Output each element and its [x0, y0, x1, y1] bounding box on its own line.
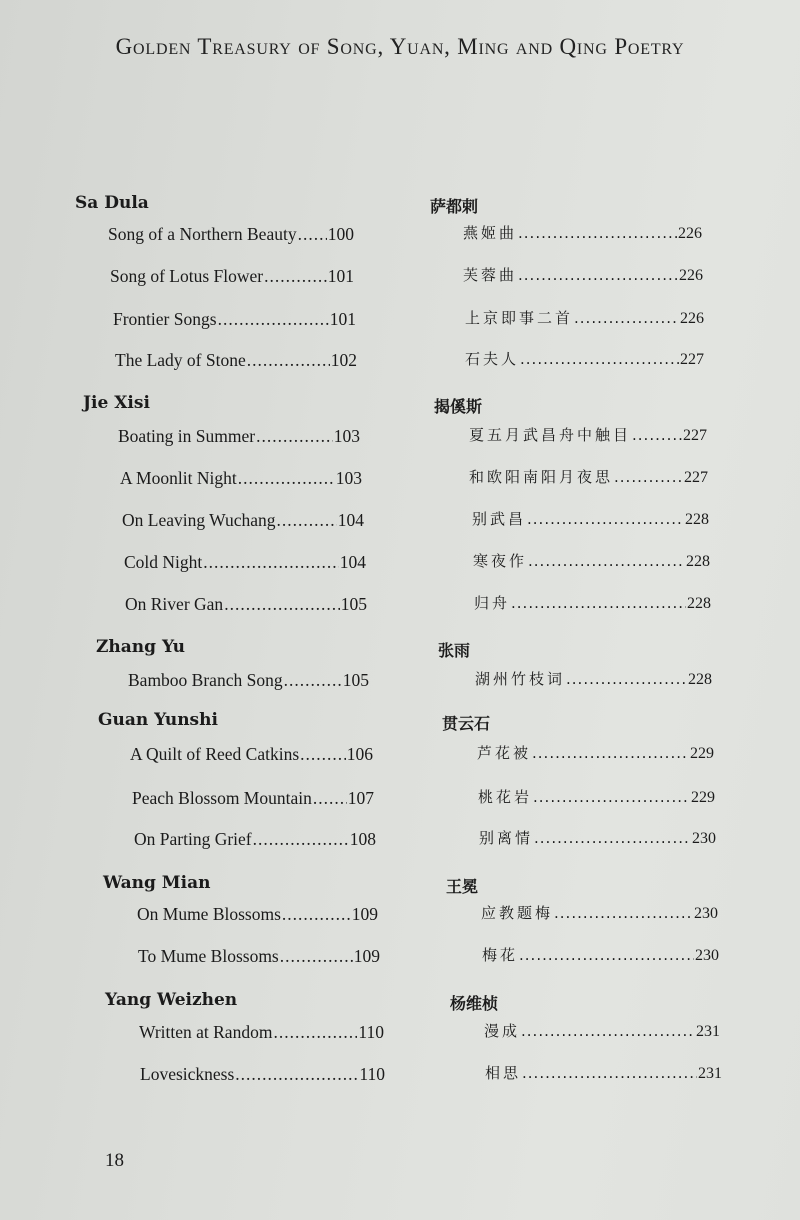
poem-title-chinese: 桃花岩 — [478, 788, 533, 806]
poem-title-chinese: 梅花 — [482, 946, 519, 964]
poem-title-chinese: 相思 — [485, 1064, 522, 1082]
toc-entry-chinese[interactable] — [472, 508, 709, 529]
poem-title: On Parting Grief — [134, 829, 252, 849]
poet-name-chinese: 贯云石 — [442, 714, 491, 733]
poet-name-chinese: 萨都剌 — [430, 197, 479, 216]
poem-title: Peach Blossom Mountain — [132, 788, 312, 808]
dot-leader — [554, 904, 693, 922]
dot-leader — [566, 670, 687, 688]
toc-entry-chinese[interactable] — [463, 264, 703, 285]
page-ref: 231 — [698, 1065, 722, 1082]
page-ref: 230 — [695, 947, 719, 964]
toc-entry-chinese[interactable] — [475, 668, 712, 689]
page-ref: 227 — [684, 469, 708, 486]
page-ref: 228 — [688, 671, 712, 688]
poem-title-chinese: 湖州竹枝词 — [475, 670, 566, 688]
page-ref: 228 — [686, 553, 710, 570]
dot-leader — [520, 350, 679, 368]
toc-entry-chinese[interactable] — [479, 827, 716, 848]
page-ref: 105 — [340, 594, 367, 614]
page-ref: 103 — [335, 468, 362, 488]
poem-title: The Lady of Stone — [115, 350, 246, 370]
poet-name: Zhang Yu — [96, 637, 185, 657]
page-ref: 101 — [329, 309, 356, 329]
page-ref: 107 — [347, 788, 374, 808]
poem-title: Song of a Northern Beauty — [108, 224, 297, 244]
poem-title: On Leaving Wuchang — [122, 510, 276, 530]
poem-title: On Mume Blossoms — [137, 904, 281, 924]
page-ref: 106 — [346, 744, 373, 764]
poem-title-chinese: 夏五月武昌舟中触目 — [469, 426, 632, 444]
page-ref: 101 — [327, 266, 354, 286]
page-ref: 110 — [359, 1064, 385, 1084]
poem-title: Bamboo Branch Song — [128, 670, 283, 690]
page-ref: 231 — [696, 1023, 720, 1040]
page-ref: 102 — [330, 350, 357, 370]
page-ref: 109 — [353, 946, 380, 966]
poem-title-chinese: 应教题梅 — [481, 904, 554, 922]
dot-leader — [518, 266, 678, 284]
poet-name-chinese: 张雨 — [438, 641, 471, 660]
toc-entry-chinese[interactable] — [478, 786, 715, 807]
poem-title: A Moonlit Night — [120, 468, 237, 488]
page-ref: 226 — [678, 225, 702, 242]
dot-leader — [521, 1022, 695, 1040]
page-ref: 227 — [680, 351, 704, 368]
toc-entry-chinese[interactable] — [465, 307, 704, 328]
page-header: Golden Treasury of Song, Yuan, Ming and Qing Poetry — [115, 34, 685, 59]
page-ref: 228 — [685, 511, 709, 528]
poet-name: Yang Weizhen — [105, 990, 238, 1010]
poem-title-chinese: 别离情 — [479, 829, 534, 847]
poet-name-chinese: 杨维桢 — [450, 994, 499, 1013]
poem-title: A Quilt of Reed Catkins — [130, 744, 300, 764]
page-ref: 105 — [342, 670, 369, 690]
poem-title-chinese: 上京即事二首 — [465, 309, 574, 327]
toc-entry-chinese[interactable] — [473, 550, 710, 571]
toc-entry-chinese[interactable] — [469, 424, 707, 445]
poem-title: Lovesickness — [140, 1064, 235, 1084]
toc-entry-chinese[interactable] — [477, 742, 714, 763]
page-ref: 228 — [687, 595, 711, 612]
toc-entry-chinese[interactable] — [481, 902, 718, 923]
poem-title: To Mume Blossoms — [138, 946, 279, 966]
poem-title: Frontier Songs — [113, 309, 217, 329]
page-ref: 229 — [690, 745, 714, 762]
page-number: 18 — [105, 1150, 124, 1171]
dot-leader — [532, 744, 689, 762]
poem-title: On River Gan — [125, 594, 224, 614]
poet-name: Wang Mian — [103, 873, 211, 893]
poem-title-chinese: 寒夜作 — [473, 552, 528, 570]
page-ref: 100 — [327, 224, 354, 244]
toc-entry-chinese[interactable] — [485, 1062, 722, 1083]
poem-title-chinese: 别武昌 — [472, 510, 527, 528]
toc-entry-chinese[interactable] — [484, 1020, 720, 1041]
page-ref: 227 — [683, 427, 707, 444]
page-ref: 104 — [337, 510, 364, 530]
poem-title: Song of Lotus Flower — [110, 266, 264, 286]
dot-leader — [522, 1064, 697, 1082]
poem-title-chinese: 石夫人 — [465, 350, 520, 368]
toc-entry-chinese[interactable] — [482, 944, 719, 965]
dot-leader — [511, 594, 686, 612]
page-ref: 226 — [679, 267, 703, 284]
dot-leader — [614, 468, 683, 486]
page-ref: 104 — [339, 552, 366, 572]
poem-title: Written at Random — [139, 1022, 273, 1042]
page-ref: 109 — [351, 904, 378, 924]
toc-entry-chinese[interactable] — [469, 466, 708, 487]
dot-leader — [518, 224, 677, 242]
poet-name-chinese: 揭傒斯 — [434, 397, 483, 416]
poet-name: Guan Yunshi — [98, 710, 218, 730]
poem-title-chinese: 归舟 — [474, 594, 511, 612]
poet-name: Jie Xisi — [83, 393, 150, 413]
poem-title-chinese: 芙蓉曲 — [463, 266, 518, 284]
page-ref: 108 — [349, 829, 376, 849]
dot-leader — [632, 426, 682, 444]
dot-leader — [534, 829, 691, 847]
poem-title-chinese: 燕姬曲 — [463, 224, 518, 242]
toc-entry-chinese[interactable] — [465, 348, 704, 369]
page-ref: 230 — [694, 905, 718, 922]
poem-title-chinese: 和欧阳南阳月夜思 — [469, 468, 614, 486]
dot-leader — [527, 510, 684, 528]
poet-name-chinese: 王冕 — [446, 877, 479, 896]
poem-title-chinese: 芦花被 — [477, 744, 532, 762]
toc-entry-chinese[interactable] — [474, 592, 711, 613]
toc-entry-chinese[interactable] — [463, 222, 702, 243]
dot-leader — [519, 946, 694, 964]
dot-leader — [533, 788, 690, 806]
page-ref: 230 — [692, 830, 716, 847]
poem-title: Cold Night — [124, 552, 203, 572]
dot-leader — [574, 309, 679, 327]
dot-leader — [528, 552, 685, 570]
poem-title-chinese: 漫成 — [484, 1022, 521, 1040]
page-ref: 110 — [358, 1022, 384, 1042]
poem-title: Boating in Summer — [118, 426, 256, 446]
poet-name: Sa Dula — [75, 193, 149, 213]
page-ref: 103 — [333, 426, 360, 446]
page-ref: 226 — [680, 310, 704, 327]
page-ref: 229 — [691, 789, 715, 806]
